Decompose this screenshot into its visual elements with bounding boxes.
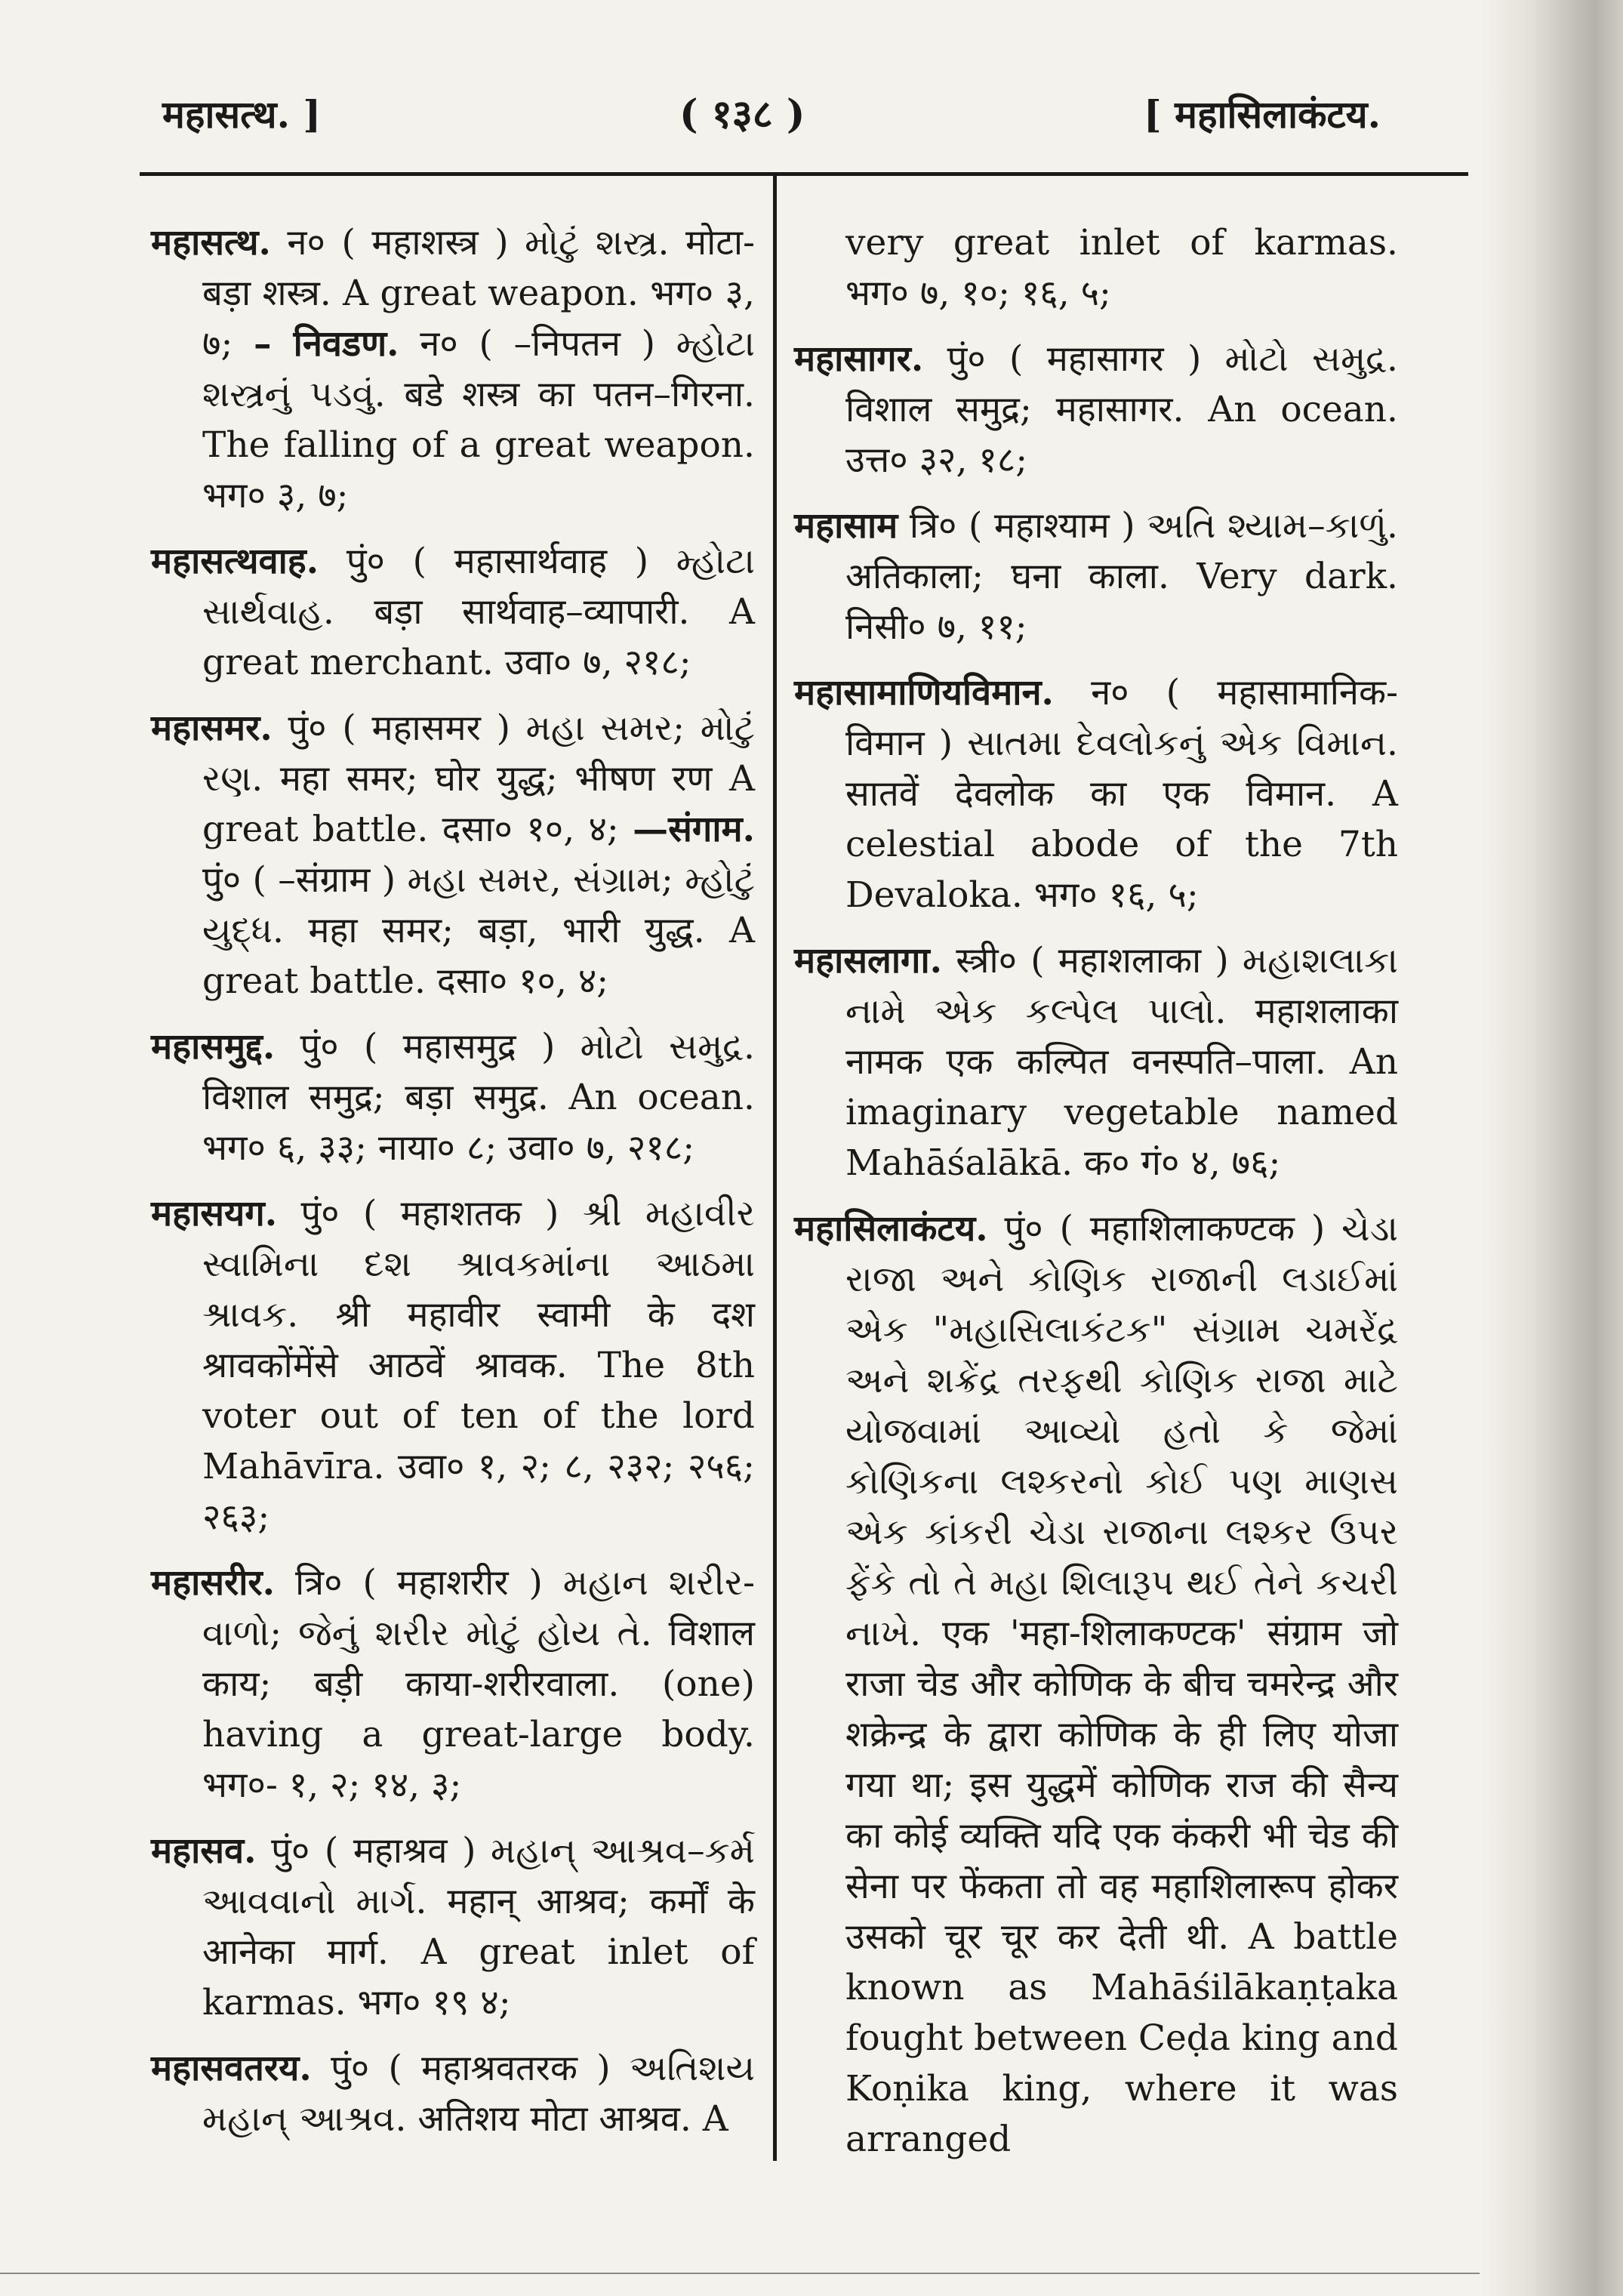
entry-text: स्त्री० ( महाशलाका ) મહાશલાકા નામે એક કલ્પેલ પાલો. महाशलाका नामक एक कल्पित वनस्पति–पाला. An imaginary vegetable named Mahāśalākā. क० गं० ४, ७६; <box>845 940 1398 1184</box>
entry-headword: महासागर. <box>794 338 924 380</box>
header-first-headword: महासत्थ. ] <box>162 92 322 137</box>
dictionary-entry <box>151 1826 755 2028</box>
entry-headword: महासमर. <box>151 707 273 749</box>
entry-text: पुं० ( महाशिलाकण्टक ) ચેડા રાજા અને કોણિક રાજાની લડાઈમાં એક "મહાસિલાકંટક" સંગ્રામ ચમરેંદ્ર અને શક્રેંદ્ર તરફથી કોણિક રાજા માટે યોજવામાં આવ્યો હતો કે જેમાં કોણિકના લશ્કરનો કોઈ પણ માણસ એક કાંકરી ચેડા રાજાના લશ્કર ઉપર ફેંકે તો તે મહા શિલારૂપ થઈ તેને કચરી નાખે. एक 'महा-शिलाकण्टक' संग्राम जो राजा चेड और कोणिक के बीच चमरेन्द्र और शक्रेन्द्र के द्वारा कोणिक के ही लिए योजा गया था; इस युद्धमें कोणिक राज की सैन्य का कोई व्यक्ति यदि एक कंकरी भी चेड की सेना पर फेंकता तो वह महाशिलारूप होकर उसको चूर चूर कर देती थी. A battle known as Mahāśilākaṇṭaka fought between Ceḍa king and Koṇika king, where it was arranged <box>845 1208 1399 2160</box>
entry-sub-text: न० ( –निपतन ) મ્હોટા શસ્ત્રનું પડવું. बडे शस्त्र का पतन–गिरना. The falling of a great weapon. भग० ३, ७; <box>202 323 755 516</box>
entry-text: त्रि० ( महाश्याम ) અતિ શ્યામ–કાળું. अतिकाला; घना काला. Very dark. निसी० ७, ११; <box>845 505 1398 648</box>
entry-headword: महासत्थ. <box>151 222 271 264</box>
entry-headword: महासव. <box>151 1830 257 1872</box>
dictionary-entry <box>151 703 755 1006</box>
entry-headword: महासयग. <box>151 1193 278 1234</box>
page-header <box>0 82 1480 149</box>
entry-headword: महासलागा. <box>794 940 943 982</box>
entry-sub-headword: —संगाम. <box>633 809 755 850</box>
entry-continuation: very great inlet of karmas. भग० ७, १०; १६, ५; <box>845 222 1398 314</box>
dictionary-entry <box>151 1558 755 1811</box>
column-divider <box>773 175 777 2161</box>
entry-text: त्रि० ( महाशरीर ) મહાન શરીર-વાળો; જેનું શરીર મોટું હોય તે. विशाल काय; बड़ी काया-शरीरवाला. (one) having a great-large body. भग०- १, २; १४, ३; <box>202 1562 755 1806</box>
dictionary-entry <box>151 536 755 688</box>
entry-text: पुं० ( महासार्थवाह ) મ્હોટા સાર્થવાહ. बड़ा सार्थवाह–व्यापारी. A great merchant. उवा० ७, २१८; <box>202 541 755 683</box>
entry-headword: महासत्थवाह. <box>151 541 319 582</box>
page-edge-shadow <box>1480 0 1623 2296</box>
dictionary-entry <box>794 334 1398 485</box>
entry-headword: महासिलाकंटय. <box>794 1208 988 1250</box>
dictionary-entry <box>151 1022 755 1173</box>
header-rule <box>140 172 1468 176</box>
entry-text: पुं० ( महाश्रव ) મહાન્ આશ્રવ–કર્મ આવવાનો માર્ગ. महान् आश्रव; कर्मों के आनेका मार्ग. A great inlet of karmas. भग० १९ ४; <box>202 1830 755 2023</box>
entry-sub-text: पुं० ( –संग्राम ) મહા સમર, સંગ્રામ; મ્હોટું યુદ્ધ. महा समर; बड़ा, भारी युद्ध. A great battle. दसा० १०, ४; <box>202 859 755 1002</box>
entry-headword: महासवतरय. <box>151 2048 312 2089</box>
dictionary-entry <box>794 667 1398 920</box>
entry-text: पुं० ( महासागर ) મોટો સમુદ્ર. विशाल समुद्र; महासागर. An ocean. उत्त० ३२, १८; <box>845 338 1398 481</box>
dictionary-entry <box>794 935 1398 1188</box>
entry-headword: महासाम <box>794 505 898 547</box>
entry-text: न० ( महाशस्त्र ) મોટું શસ્ત્ર. मोटा-बड़ा शस्त्र. A great weapon. भग० ३, ७; <box>202 222 755 365</box>
dictionary-entry <box>151 1188 755 1542</box>
dictionary-entry <box>151 217 755 521</box>
dictionary-entry <box>151 2043 755 2144</box>
dictionary-entry <box>794 1203 1398 2165</box>
dictionary-entry <box>794 501 1398 652</box>
entry-text: पुं० ( महाश्रवतरक ) અતિશય મહાન્ આશ્રવ. अतिशय मोटा आश्रव. A <box>202 2048 755 2140</box>
right-column <box>794 217 1398 2180</box>
entry-text: पुं० ( महाशतक ) શ્રી મહાવીર સ્વામિના દશ શ્રાવકમાંના આઠમા શ્રાવક. श्री महावीर स्वामी के दश श्रावकोंमेंसे आठवें श्रावक. The 8th voter out of ten of the lord Mahāvīra. उवा० १, २; ८, २३२; २५६; २६३; <box>202 1193 755 1538</box>
entry-headword: महासमुद्द. <box>151 1026 276 1068</box>
header-last-headword: [ महासिलाकंटय. <box>1144 92 1381 137</box>
entry-text: पुं० ( महासमर ) મહા સમર; મોટું રણ. महा समर; घोर युद्ध; भीषण रण A great battle. दसा० १०, ४; <box>202 707 755 850</box>
left-column <box>151 217 755 2159</box>
entry-text: न० ( महासामानिक-विमान ) સાતમા દેવલોકનું એક વિમાન. सातवें देवलोक का एक विमान. A celestial abode of the 7th Devaloka. भग० १६, ५; <box>845 672 1398 916</box>
entry-headword: महासामाणियविमान. <box>794 672 1054 713</box>
entry-text: पुं० ( महासमुद्र ) મોટો સમુદ્ર. विशाल समुद्र; बड़ा समुद्र. An ocean. भग० ६, ३३; नाया० ८; उवा० ७, २१८; <box>202 1026 755 1169</box>
page-number: ( १३८ ) <box>679 91 805 137</box>
entry-headword: महासरीर. <box>151 1562 275 1604</box>
footer-rule <box>0 2273 1480 2274</box>
entry-sub-headword: – निवडण. <box>254 323 399 365</box>
